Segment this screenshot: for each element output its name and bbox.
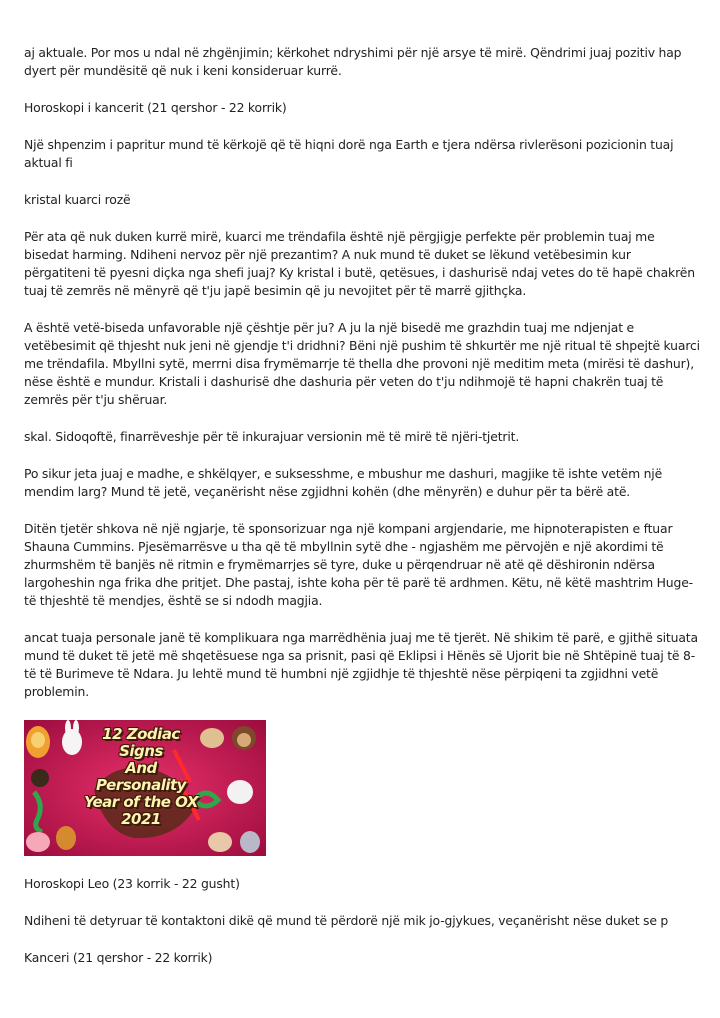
paragraph-intro: aj aktuale. Por mos u ndal në zhgënjimin; kërkohet ndryshimi për një arsye të mirë. Qëndrimi juaj pozitiv hap dyert për mundësitë që nuk i keni konsideruar kurrë. (24, 45, 682, 78)
image-title-line: 12 Zodiac (102, 725, 180, 743)
image-title-line: 2021 (121, 810, 161, 828)
heading-cancer-2: Kanceri (21 qershor - 22 korrik) (24, 950, 213, 965)
paragraph-self-talk: A është vetë-biseda unfavorable një çështje për ju? A ju la një bisedë me grazhdin tuaj me ndjenjat e vetëbesimit që thjesht nuk jeni në gjendje t'i dridhni? Bëni një pushim të shkurtër me një ritual të shpejtë kuarci me trëndafila. Mbyllni sytë, merrni disa frymëmarrje të thella dhe provoni një meditim meta (mirësi të dashur), nëse është e mundur. Kristali i dashurisë dhe dashuria për veten do t'ju ndihmojë të hapni chakrën tuaj të zemrës për t'ju shëruar. (24, 320, 700, 407)
paragraph-contact: Ndiheni të detyruar të kontaktoni dikë që mund të përdorë një mik jo-gjykues, veçanërisht nëse duket se p (24, 913, 669, 928)
image-title-text (82, 726, 200, 828)
heading-cancer: Horoskopi i kancerit (21 qershor - 22 korrik) (24, 100, 287, 115)
image-title-line: And (125, 759, 157, 777)
paragraph-finances: ancat tuaja personale janë të komplikuara nga marrëdhënia juaj me të tjerët. Në shikim të parë, e gjithë situata mund të duket të jetë më shqetësuese nga sa prisnit, pasi që Eklipsi i Hënës së Ujorit bie në Shtëpinë tuaj të 8-të të Burimeve të Ndara. Ju lehtë mund të humbni një zgjidhje të thjeshtë nëse përpiqeni ta zgjidhni vetë problemin. (24, 630, 698, 699)
article-body (24, 44, 700, 967)
paragraph-rose-quartz: Për ata që nuk duken kurrë mirë, kuarci me trëndafila është një përgjigje perfekte për problemin tuaj me bisedat harming. Ndiheni nervoz për një prezantim? A nuk mund të duket se lëkund vetëbesimin kur përgatiteni të pyesni diçka nga shefi juaj? Ky kristal i butë, qetësues, i dashurisë ndaj vetes do të hapë chakrën tuaj të zemrës në mënyrë që t'ju japë besimin që ju nevojitet për të marrë gjithçka. (24, 229, 695, 298)
image-title-line: Personality (96, 776, 186, 794)
paragraph-life: Po sikur jeta juaj e madhe, e shkëlqyer, e suksesshme, e mbushur me dashuri, magjike të ishte vetëm një mendim larg? Mund të jetë, veçanërisht nëse zgjidhni kohën (dhe mënyrën) e duhur për ta bërë atë. (24, 466, 663, 499)
heading-leo: Horoskopi Leo (23 korrik - 22 gusht) (24, 876, 240, 891)
paragraph-expense: Një shpenzim i papritur mund të kërkojë që të hiqni dorë nga Earth e tjera ndërsa rivlerësoni pozicionin tuaj aktual fi (24, 137, 674, 170)
heading-rose-quartz: kristal kuarci rozë (24, 192, 131, 207)
image-title-line: Signs (119, 742, 163, 760)
paragraph-event: Ditën tjetër shkova në një ngjarje, të sponsorizuar nga një kompani argjendarie, me hipnoterapisten e ftuar Shauna Cummins. Pjesëmarrësve u tha që të mbyllnin sytë dhe - ngjashëm me përvojën e një akordimi të zhurmshëm të banjës në ritmin e frymëmarrjes së tyre, duke u përqendruar në atë që dëshironin ndërsa largoheshin nga frika dhe pritjet. Dhe pastaj, ishte koha për të parë të ardhmen. Këtu, në këtë mashtrim Huge-të thjeshtë të mendjes, është se si ndodh magjia. (24, 521, 693, 608)
image-title-line: Year of the OX (84, 793, 198, 811)
paragraph-skal: skal. Sidoqoftë, finarrëveshje për të inkurajuar versionin më të mirë të njëri-tjetrit. (24, 429, 520, 444)
zodiac-image (24, 720, 266, 856)
